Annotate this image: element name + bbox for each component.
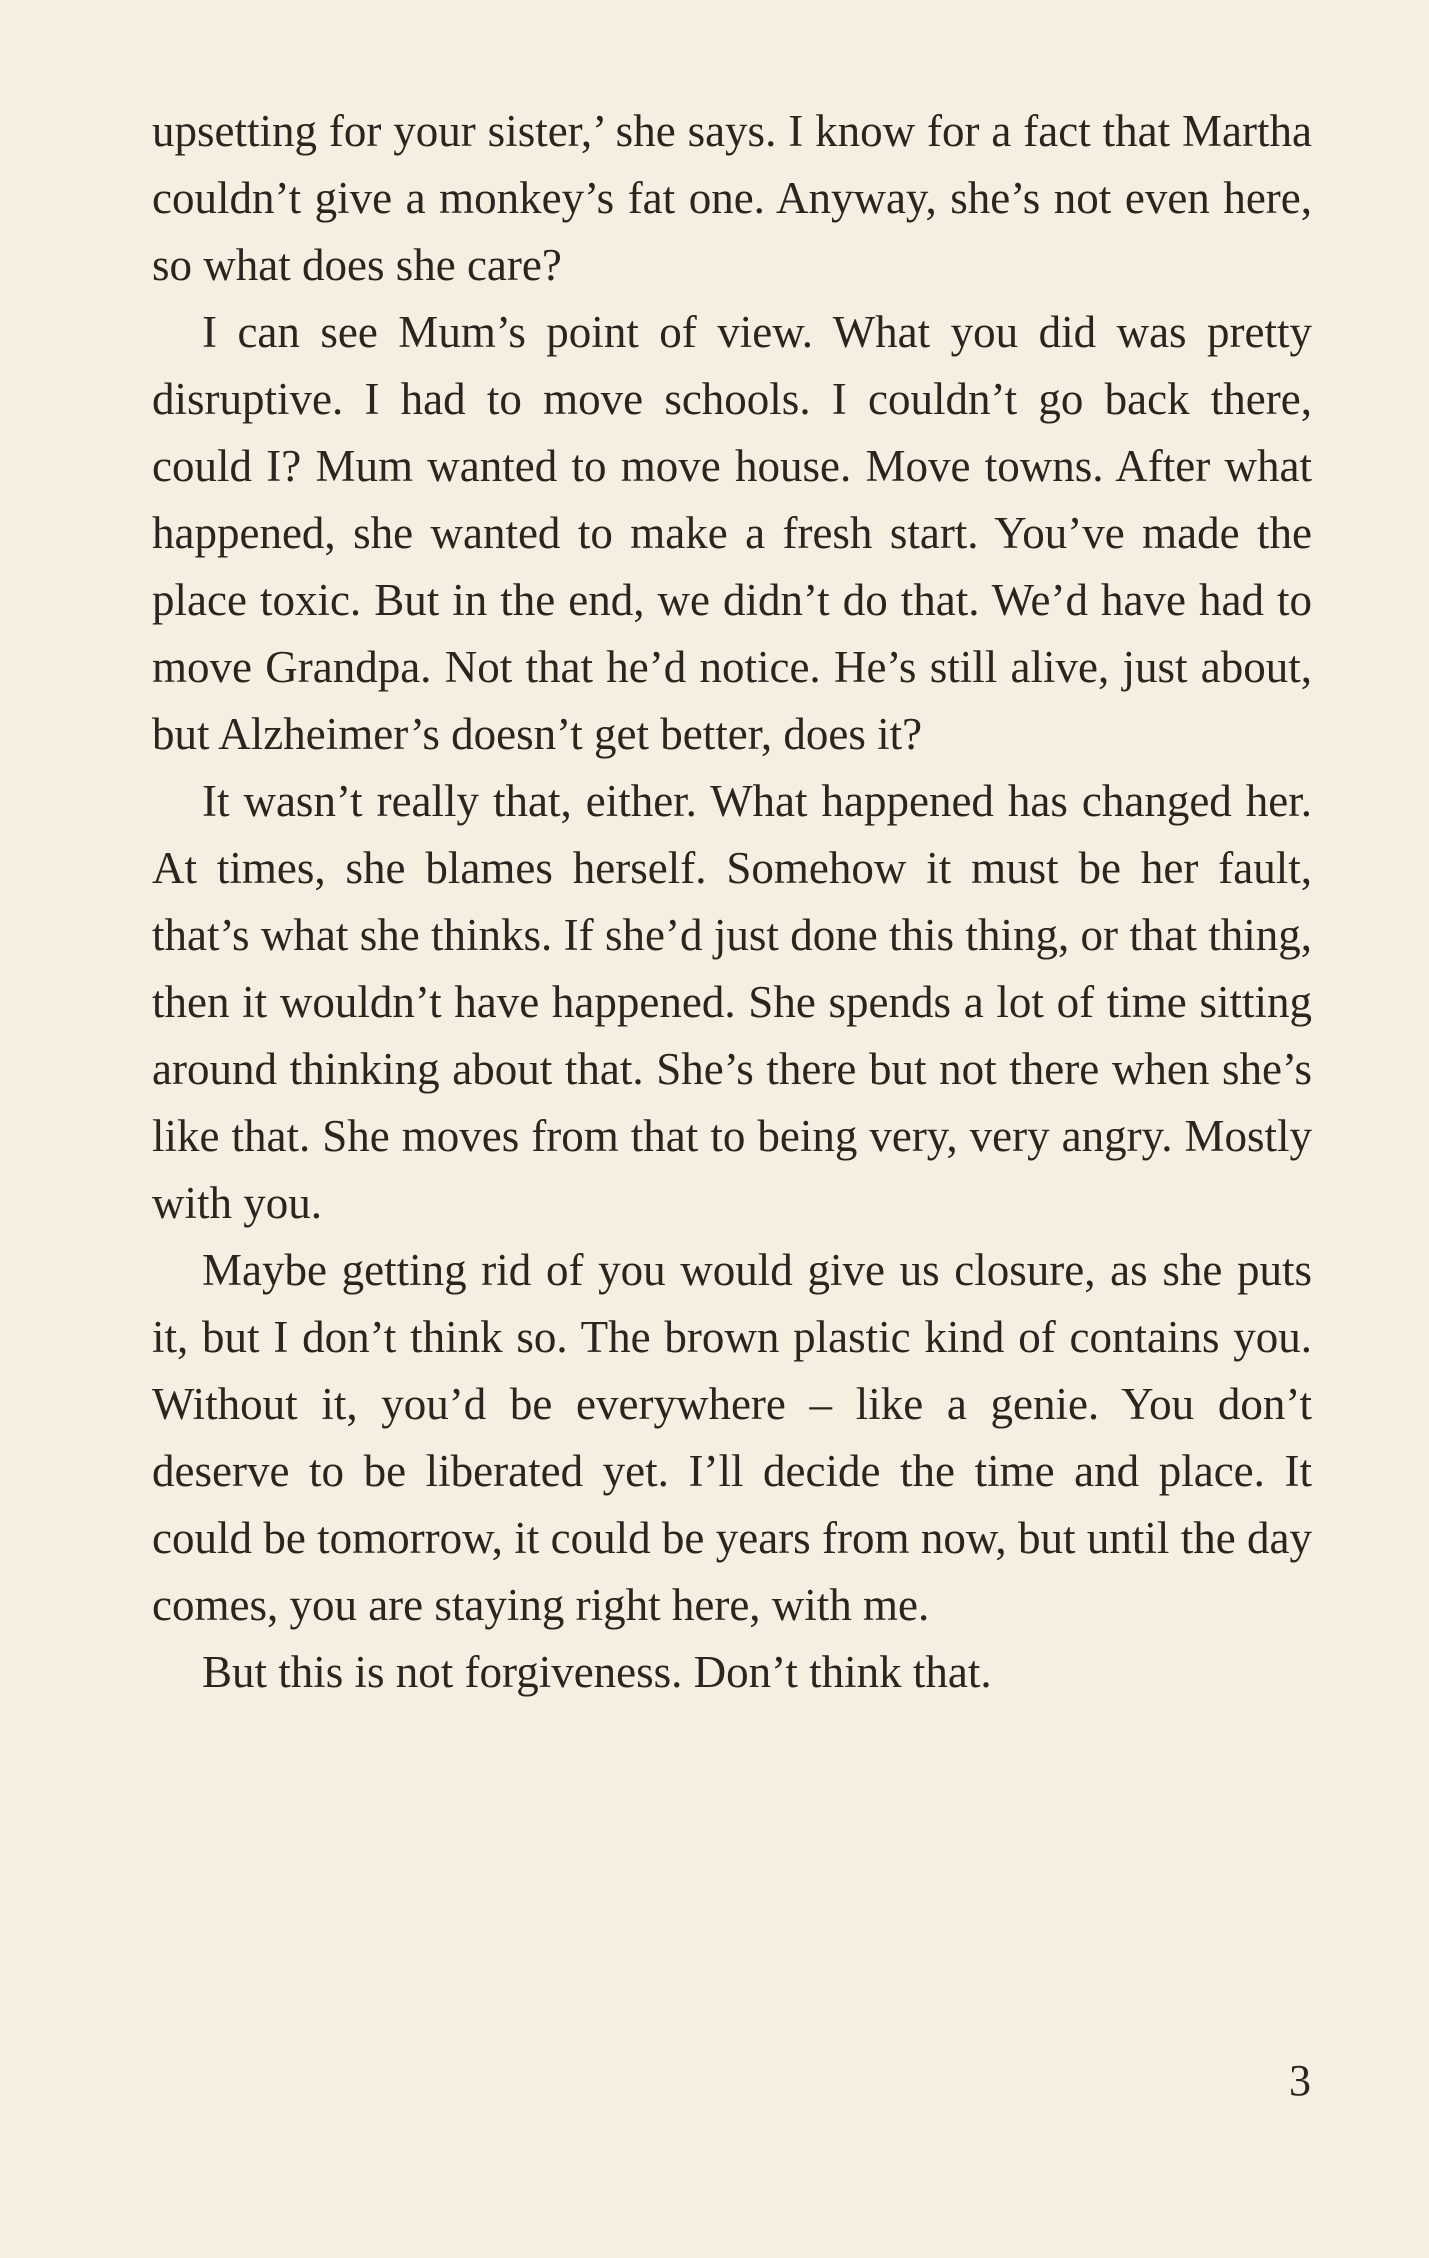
paragraph-2: I can see Mum’s point of view. What you did was pretty disruptive. I had to move schools. I couldn’t go back there, could I? Mum wanted to move house. Move towns. After what happened, she wanted to make a fresh start. You’ve made the place toxic. But in the end, we didn’t do that. We’d have had to move Grandpa. Not that he’d notice. He’s still alive, just about, but Alzheimer’s doesn’t get better, does it? bbox=[152, 307, 1312, 759]
body-text bbox=[152, 98, 1312, 1706]
paragraph-4: Maybe getting rid of you would give us closure, as she puts it, but I don’t think so. The brown plastic kind of contains you. Without it, you’d be everywhere – like a genie. You don’t deserve to be liberated yet. I’ll decide the time and place. It could be tomorrow, it could be years from now, but until the day comes, you are staying right here, with me. bbox=[152, 1245, 1312, 1630]
paragraph-5: But this is not forgiveness. Don’t think that. bbox=[202, 1647, 992, 1697]
page-number: 3 bbox=[1289, 2056, 1311, 2105]
paragraph-1: upsetting for your sister,’ she says. I know for a fact that Martha couldn’t give a monkey’s fat one. Anyway, she’s not even here, so what does she care? bbox=[152, 106, 1312, 290]
paragraph-3: It wasn’t really that, either. What happened has changed her. At times, she blames herself. Somehow it must be her fault, that’s what she thinks. If she’d just done this thing, or that thing, then it wouldn’t have happened. She spends a lot of time sitting around thinking about that. She’s there but not there when she’s like that. She moves from that to being very, very angry. Mostly with you. bbox=[152, 776, 1312, 1228]
